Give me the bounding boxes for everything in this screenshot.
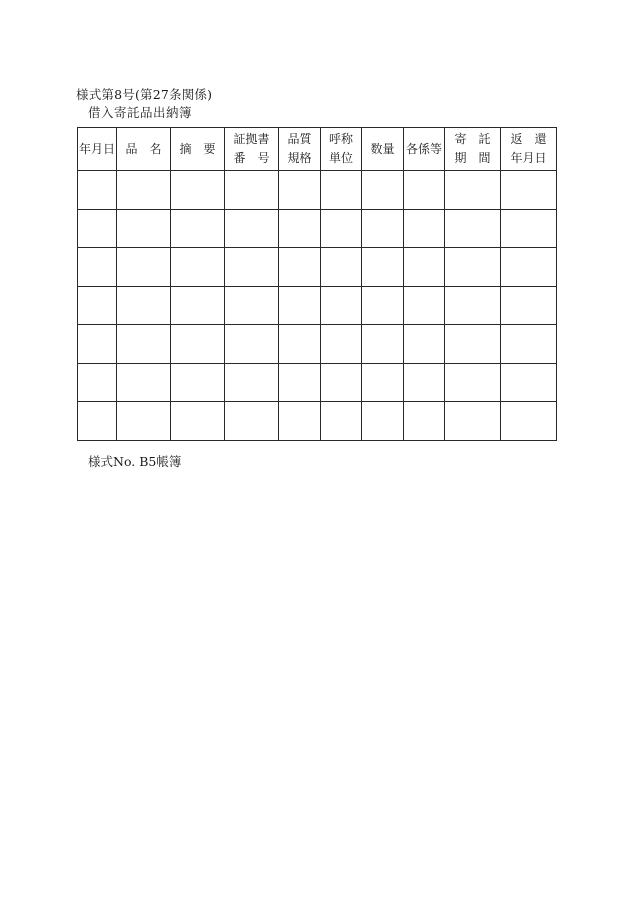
col-header-label: 期 間 [454, 151, 491, 165]
col-header-label: 呼称 [328, 132, 353, 146]
table-cell[interactable] [78, 209, 117, 248]
col-header-quality-spec [279, 128, 321, 171]
table-cell[interactable] [404, 248, 445, 287]
col-header-label: 単位 [328, 151, 353, 165]
table-row [78, 402, 557, 441]
col-header-date [78, 128, 117, 171]
ledger-table [77, 127, 557, 441]
form-number: 様式第8号(第27条関係) [76, 87, 213, 102]
table-cell[interactable] [78, 402, 117, 441]
table-cell[interactable] [362, 248, 404, 287]
table-cell[interactable] [362, 363, 404, 402]
table-row [78, 209, 557, 248]
table-row [78, 363, 557, 402]
table-cell[interactable] [321, 402, 362, 441]
table-cell[interactable] [445, 286, 501, 325]
table-cell[interactable] [501, 363, 557, 402]
table-cell[interactable] [171, 171, 225, 210]
table-cell[interactable] [279, 363, 321, 402]
col-header-summary [171, 128, 225, 171]
table-cell[interactable] [501, 286, 557, 325]
table-cell[interactable] [362, 402, 404, 441]
table-cell[interactable] [321, 209, 362, 248]
col-header-unit [321, 128, 362, 171]
table-cell[interactable] [445, 171, 501, 210]
table-cell[interactable] [78, 325, 117, 364]
table-cell[interactable] [279, 402, 321, 441]
col-header-return-date [501, 128, 557, 171]
table-cell[interactable] [501, 248, 557, 287]
table-cell[interactable] [78, 248, 117, 287]
col-header-label: 年月日 [78, 141, 115, 156]
table-cell[interactable] [225, 402, 279, 441]
col-header-label: 年月日 [510, 151, 547, 165]
table-cell[interactable] [362, 209, 404, 248]
table-cell[interactable] [404, 363, 445, 402]
table-cell[interactable] [171, 209, 225, 248]
table-cell[interactable] [225, 171, 279, 210]
col-header-label: 摘 要 [179, 141, 216, 156]
table-cell[interactable] [171, 363, 225, 402]
table-cell[interactable] [445, 248, 501, 287]
ledger-body [78, 171, 557, 441]
table-cell[interactable] [404, 402, 445, 441]
table-cell[interactable] [445, 402, 501, 441]
table-cell[interactable] [171, 402, 225, 441]
table-cell[interactable] [279, 286, 321, 325]
table-cell[interactable] [279, 325, 321, 364]
col-header-deposit-period [445, 128, 501, 171]
table-cell[interactable] [279, 171, 321, 210]
table-cell[interactable] [445, 363, 501, 402]
footer-note: 様式No. B5帳簿 [88, 454, 182, 469]
col-header-label: 規格 [287, 151, 312, 165]
table-cell[interactable] [225, 248, 279, 287]
col-header-label: 番 号 [233, 151, 270, 165]
table-cell[interactable] [501, 209, 557, 248]
table-cell[interactable] [501, 402, 557, 441]
table-cell[interactable] [321, 171, 362, 210]
table-cell[interactable] [117, 363, 171, 402]
table-cell[interactable] [225, 363, 279, 402]
table-row [78, 248, 557, 287]
table-cell[interactable] [171, 325, 225, 364]
col-header-label: 返 還 [510, 132, 547, 146]
table-cell[interactable] [362, 325, 404, 364]
table-cell[interactable] [225, 209, 279, 248]
table-cell[interactable] [321, 286, 362, 325]
col-header-departments [404, 128, 445, 171]
table-cell[interactable] [78, 171, 117, 210]
col-header-label: 証拠書 [233, 132, 270, 146]
table-cell[interactable] [404, 209, 445, 248]
table-cell[interactable] [321, 248, 362, 287]
table-cell[interactable] [171, 248, 225, 287]
table-cell[interactable] [171, 286, 225, 325]
col-header-label: 数量 [370, 141, 395, 156]
table-cell[interactable] [225, 325, 279, 364]
table-row [78, 171, 557, 210]
col-header-label: 品質 [287, 132, 312, 146]
table-cell[interactable] [404, 171, 445, 210]
table-cell[interactable] [117, 171, 171, 210]
table-cell[interactable] [78, 286, 117, 325]
table-cell[interactable] [117, 325, 171, 364]
table-cell[interactable] [117, 402, 171, 441]
table-cell[interactable] [225, 286, 279, 325]
col-header-label: 寄 託 [454, 132, 491, 146]
table-cell[interactable] [501, 325, 557, 364]
header-row [78, 128, 557, 171]
table-row [78, 325, 557, 364]
table-cell[interactable] [362, 171, 404, 210]
col-header-label: 各係等 [405, 141, 442, 156]
col-header-label: 品 名 [125, 141, 162, 156]
table-cell[interactable] [362, 286, 404, 325]
col-header-item-name [117, 128, 171, 171]
table-cell[interactable] [404, 286, 445, 325]
table-cell[interactable] [117, 248, 171, 287]
table-cell[interactable] [321, 363, 362, 402]
table-cell[interactable] [279, 209, 321, 248]
table-cell[interactable] [445, 325, 501, 364]
book-title: 借入寄託品出納簿 [88, 105, 193, 120]
table-cell[interactable] [404, 325, 445, 364]
table-cell[interactable] [117, 286, 171, 325]
table-row [78, 286, 557, 325]
table-cell[interactable] [501, 171, 557, 210]
table-cell[interactable] [445, 209, 501, 248]
col-header-voucher-number [225, 128, 279, 171]
table-cell[interactable] [321, 325, 362, 364]
table-cell[interactable] [117, 209, 171, 248]
table-cell[interactable] [279, 248, 321, 287]
col-header-quantity [362, 128, 404, 171]
table-cell[interactable] [78, 363, 117, 402]
